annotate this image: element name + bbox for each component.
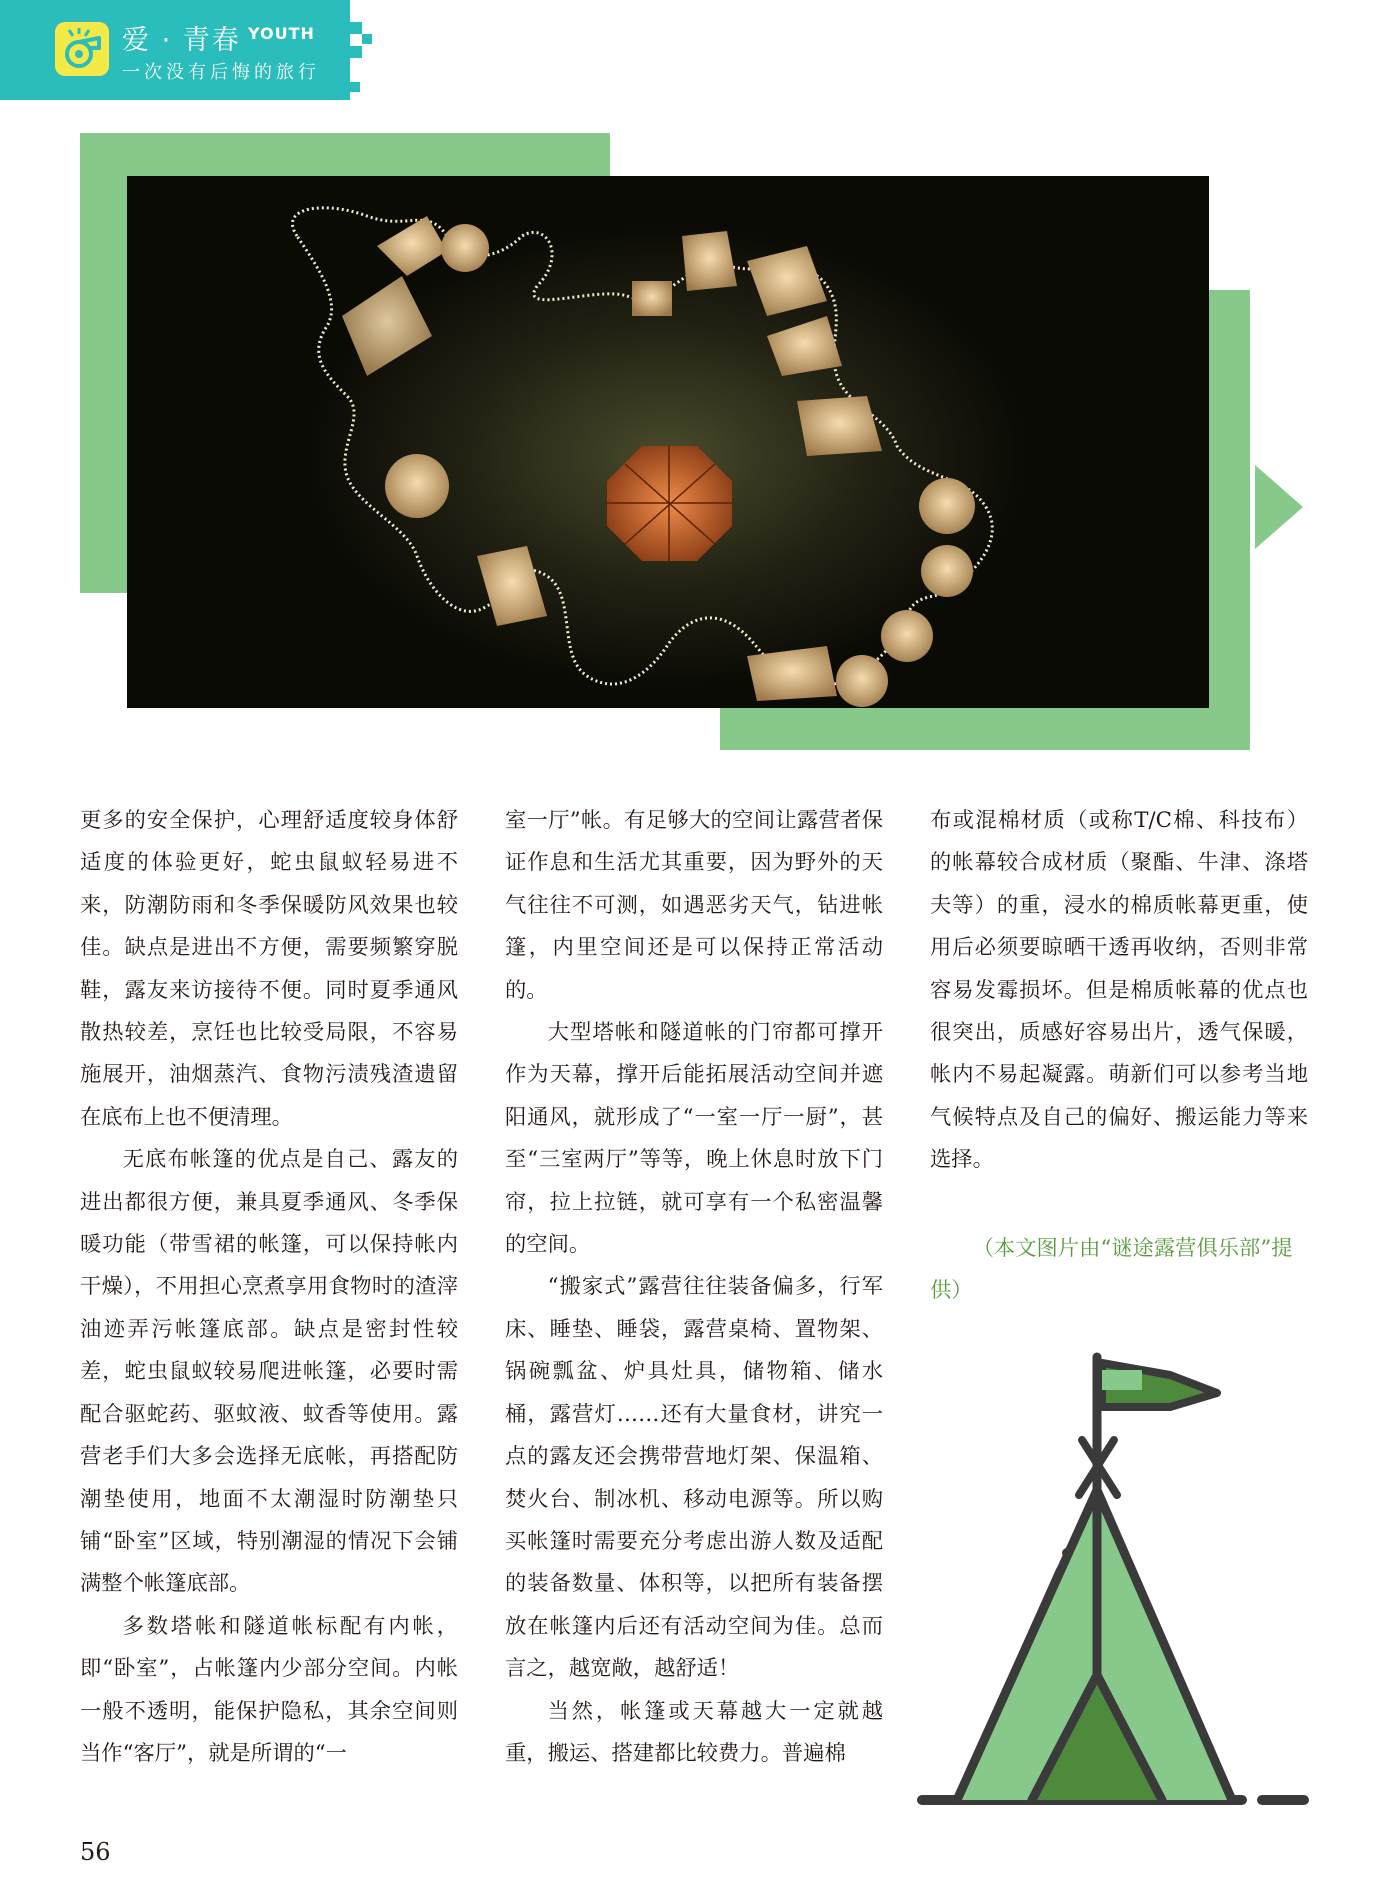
tent-with-flag-icon <box>912 1345 1322 1825</box>
photo-frame-arrow <box>1255 465 1303 549</box>
paragraph: 多数塔帐和隧道帐标配有内帐，即“卧室”，占帐篷内少部分空间。内帐一般不透明，能保护隐私，其余空间则当作“客厅”，就是所谓的“一 <box>80 1613 458 1766</box>
whistle-icon <box>55 22 109 76</box>
paragraph: 无底布帐篷的优点是自己、露友的进出都很方便，兼具夏季通风、冬季保暖功能（带雪裙的帐篷，可以保持帐内干燥），不用担心烹煮享用食物时的渣滓油迹弄污帐篷底部。缺点是密封性较差，蛇虫鼠蚁较易爬进帐篷，必要时需配合驱蛇药、驱蚊液、蚊香等使用。露营老手们大多会选择无底帐，再搭配防潮垫使用，地面不太潮湿时防潮垫只铺“卧室”区域，特别潮湿的情况下会铺满整个帐篷底部。 <box>80 1147 458 1597</box>
text-column-2 <box>505 800 883 1775</box>
page-number: 56 <box>80 1838 111 1866</box>
text-column-1 <box>80 800 458 1775</box>
paragraph: 大型塔帐和隧道帐的门帘都可撑开作为天幕，撑开后能拓展活动空间并遮阳通风，就形成了“一室一厅一厨”，甚至“三室两厅”等等，晚上休息时放下门帘，拉上拉链，就可享有一个私密温馨的空间。 <box>505 1020 883 1258</box>
paragraph: 室一厅”帐。有足够大的空间让露营者保证作息和生活尤其重要，因为野外的天气往往不可测，如遇恶劣天气，钻进帐篷，内里空间还是可以保持正常活动的。 <box>505 808 883 1003</box>
text-column-3 <box>930 800 1308 1182</box>
photo-credit: （本文图片由“谜途露营俱乐部”提供） <box>930 1236 1293 1304</box>
paragraph: 更多的安全保护，心理舒适度较身体舒适度的体验更好，蛇虫鼠蚁轻易进不来，防潮防雨和冬季保暖防风效果也较佳。缺点是进出不方便，需要频繁穿脱鞋，露友来访接待不便。同时夏季通风散热较差，烹饪也比较受局限，不容易施展开，油烟蒸汽、食物污渍残渣遗留在底布上也不便清理。 <box>80 808 458 1130</box>
campsite-aerial-photo <box>127 176 1209 708</box>
paragraph: “搬家式”露营往往装备偏多，行军床、睡垫、睡袋，露营桌椅、置物架、锅碗瓢盆、炉具灶具，储物箱、储水桶，露营灯……还有大量食材，讲究一点的露友还会携带营地灯架、保温箱、焚火台、制冰机、移动电源等。所以购买帐篷时需要充分考虑出游人数及适配的装备数量、体积等，以把所有装备摆放在帐篷内后还有活动空间为佳。总而言之，越宽敞，越舒适！ <box>505 1274 883 1682</box>
column-title: 爱 · 青春 <box>122 25 241 56</box>
column-tag: YOUTH <box>248 24 315 43</box>
paragraph: 当然，帐篷或天幕越大一定就越重，搬运、搭建都比较费力。普遍棉 <box>505 1698 883 1766</box>
paragraph: 布或混棉材质（或称T/C棉、科技布）的帐幕较合成材质（聚酯、牛津、涤塔夫等）的重，浸水的棉质帐幕更重，使用后必须要晾晒干透再收纳，否则非常容易发霉损坏。但是棉质帐幕的优点也很突出，质感好容易出片，透气保暖，帐内不易起凝露。萌新们可以参考当地气候特点及自己的偏好、搬运能力等来选择。 <box>930 808 1308 1173</box>
column-subtitle: 一次没有后悔的旅行 <box>122 62 320 83</box>
